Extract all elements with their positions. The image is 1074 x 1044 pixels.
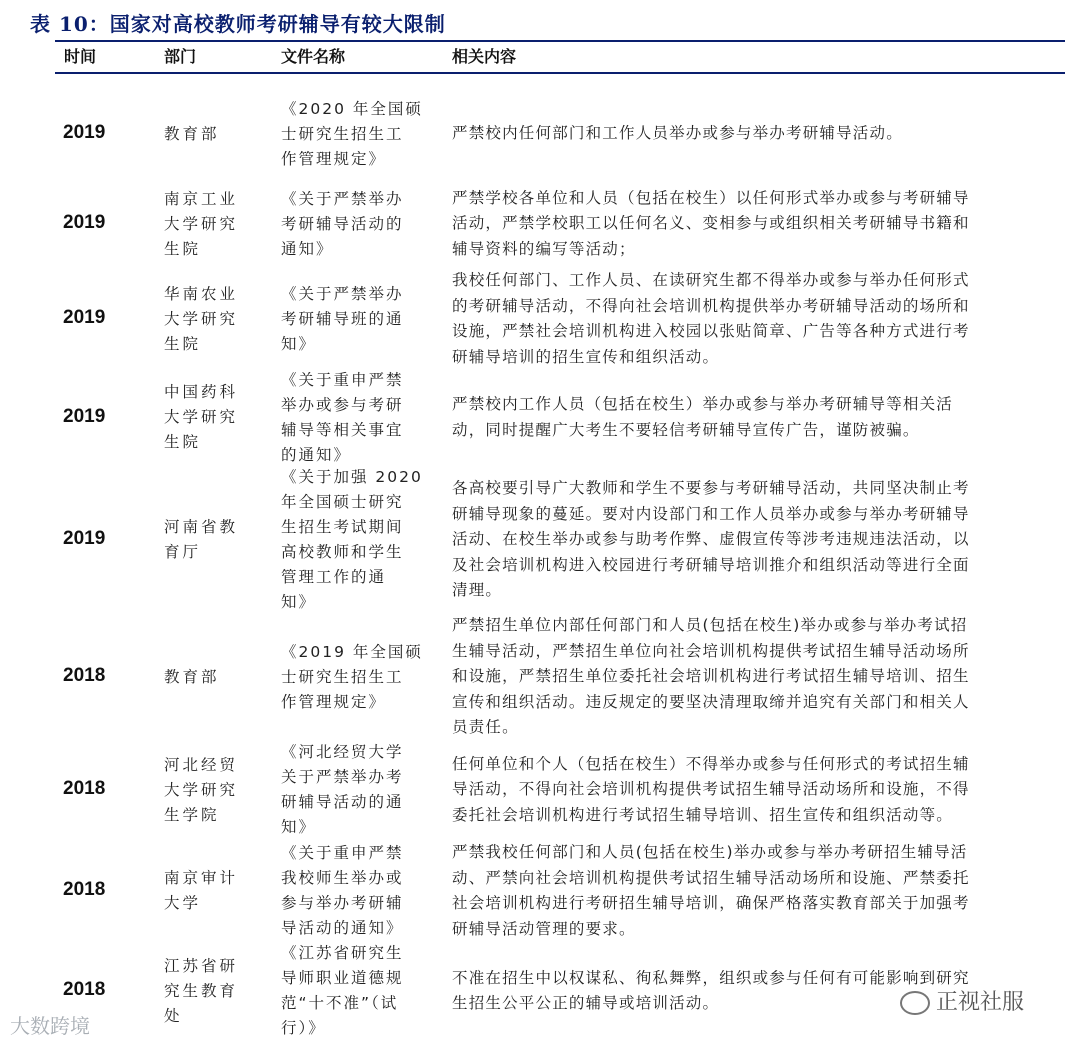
cell-doc-line: 士研究生招生工 xyxy=(281,667,404,686)
cell-dept-line: 大学研究 xyxy=(164,408,239,426)
cell-dept-line: 南京审计 xyxy=(164,869,239,887)
cell-dept-line: 江苏省研 xyxy=(164,956,239,975)
cell-doc xyxy=(281,187,431,262)
watermark-right-text: 正视社服 xyxy=(936,990,1025,1015)
cell-content-line: 员责任。 xyxy=(452,718,519,737)
cell-doc-line: 我校师生举办或 xyxy=(281,869,404,887)
cell-dept xyxy=(164,187,249,262)
cell-doc xyxy=(281,941,431,1041)
cell-content-line: 生招生公平公正的辅导或培训活动。 xyxy=(452,994,720,1012)
cell-doc-line: 研辅导活动的通 xyxy=(281,793,404,811)
cell-content-line: 严禁我校任何部门和人员(包括在校生)举办或参与举办考研招生辅导活 xyxy=(452,843,968,861)
cell-doc-line: 关于严禁举办考 xyxy=(281,768,404,786)
table-row xyxy=(0,740,1074,840)
cell-content xyxy=(452,476,1050,604)
cell-content-line: 委托社会培训机构进行考试招生辅导培训、招生宣传和组织活动等。 xyxy=(452,805,954,824)
cell-doc-line: 通知》 xyxy=(281,239,334,258)
cell-dept-line: 华南农业 xyxy=(164,284,239,303)
cell-year: 2018 xyxy=(63,778,106,799)
cell-dept xyxy=(164,665,249,690)
cell-dept-line: 处 xyxy=(164,1006,183,1025)
cell-doc-line: 知》 xyxy=(281,818,317,836)
header-doc: 文件名称 xyxy=(281,47,346,66)
cell-content-line: 研辅导培训的招生宣传和组织活动。 xyxy=(452,347,720,366)
cell-doc-line: 导师职业道德规 xyxy=(281,969,404,987)
table-row xyxy=(0,617,1074,737)
header-bottom-rule xyxy=(55,72,1065,74)
cell-content-line: 动，同时提醒广大考生不要轻信考研辅导宣传广告，谨防被骗。 xyxy=(452,420,920,439)
cell-dept-line: 生院 xyxy=(164,433,202,451)
cell-content-line: 的考研辅导活动，不得向社会培训机构提供举办考研辅导活动的场所和 xyxy=(452,296,970,315)
cell-content-line: 不准在招生中以权谋私、徇私舞弊，组织或参与任何有可能影响到研究 xyxy=(452,968,970,987)
cell-doc-line: 《关于加强 2020 xyxy=(281,468,423,486)
cell-year: 2019 xyxy=(63,122,106,143)
cell-dept xyxy=(164,122,249,147)
cell-doc-line: 参与举办考研辅 xyxy=(281,894,404,912)
cell-dept xyxy=(164,380,249,455)
cell-doc-line: 《关于重申严禁 xyxy=(281,844,404,862)
cell-doc-line: 《2019 年全国硕 xyxy=(281,642,423,661)
cell-content xyxy=(452,186,1050,263)
cell-doc-line: 年全国硕士研究 xyxy=(281,493,404,511)
cell-content-line: 生辅导活动，严禁招生单位向社会培训机构提供考试招生辅导活动场所 xyxy=(452,641,970,660)
cell-content xyxy=(452,613,1050,741)
cell-year: 2018 xyxy=(63,879,106,900)
cell-dept-line: 教育部 xyxy=(164,124,220,143)
cell-dept xyxy=(164,866,249,916)
cell-doc xyxy=(281,97,431,172)
table-row xyxy=(0,88,1074,180)
cell-year: 2018 xyxy=(63,979,106,1000)
cell-doc xyxy=(281,740,431,840)
cell-doc-line: 管理工作的通 xyxy=(281,568,387,586)
cell-dept xyxy=(164,515,249,565)
cell-year: 2019 xyxy=(63,307,106,328)
cell-dept xyxy=(164,753,249,828)
cell-content xyxy=(452,752,1050,829)
cell-doc-line: 知》 xyxy=(281,593,317,611)
table-row xyxy=(0,467,1074,613)
header-top-rule xyxy=(55,40,1065,42)
cell-doc-line: 辅导等相关事宜 xyxy=(281,420,404,439)
cell-doc-line: 考研辅导活动的 xyxy=(281,214,404,233)
cell-doc-line: 考研辅导班的通 xyxy=(281,309,404,328)
cell-doc-line: 《河北经贸大学 xyxy=(281,743,404,761)
cell-dept-line: 生学院 xyxy=(164,805,220,824)
cell-doc xyxy=(281,640,431,715)
cell-doc xyxy=(281,282,431,357)
cell-doc xyxy=(281,465,431,615)
cell-content xyxy=(452,840,1050,942)
cell-dept-line: 究生教育 xyxy=(164,981,239,1000)
cell-content-line: 研辅导活动管理的要求。 xyxy=(452,919,636,938)
cell-doc-line: 《关于重申严禁 xyxy=(281,370,404,389)
watermark-left xyxy=(10,1010,90,1039)
cell-content-line: 严禁学校各单位和人员（包括在校生）以任何形式举办或参与考研辅导 xyxy=(452,188,970,207)
table-row xyxy=(0,182,1074,266)
cell-content-line: 严禁校内任何部门和工作人员举办或参与举办考研辅导活动。 xyxy=(452,124,903,143)
cell-doc-line: 作管理规定》 xyxy=(281,692,387,711)
cell-content-line: 及社会培训机构进入校园进行考研辅导培训推介和组织活动等进行全面 xyxy=(452,555,970,574)
wechat-icon xyxy=(900,991,930,1015)
header-content: 相关内容 xyxy=(452,47,517,66)
cell-year: 2018 xyxy=(63,665,106,686)
cell-dept-line: 生院 xyxy=(164,239,202,258)
cell-content-line: 辅导资料的编写等活动； xyxy=(452,239,636,258)
cell-doc xyxy=(281,841,431,941)
cell-content-line: 活动、在校生举办或参与助考作弊、虚假宣传等涉考违规违法活动，以 xyxy=(452,530,970,549)
cell-content xyxy=(452,121,1050,147)
cell-content-line: 动、严禁向社会培训机构提供考试招生辅导活动场所和设施、严禁委托 xyxy=(452,868,970,887)
cell-content-line: 设施，严禁社会培训机构进入校园以张贴简章、广告等各种方式进行考 xyxy=(452,322,970,340)
cell-content-line: 研辅导现象的蔓延。要对内设部门和工作人员举办或参与举办考研辅导 xyxy=(452,504,970,523)
cell-dept-line: 大学研究 xyxy=(164,309,239,328)
table-row xyxy=(0,370,1074,465)
cell-doc xyxy=(281,368,431,468)
cell-dept-line: 生院 xyxy=(164,334,202,353)
cell-doc-line: 生招生考试期间 xyxy=(281,518,404,536)
cell-dept-line: 大学 xyxy=(164,894,202,912)
cell-content xyxy=(452,392,1050,443)
cell-dept xyxy=(164,954,249,1029)
cell-content-line: 和设施，严禁招生单位委托社会培训机构进行考试招生辅导培训、招生 xyxy=(452,667,970,686)
cell-doc-line: 知》 xyxy=(281,334,317,353)
cell-dept-line: 大学研究 xyxy=(164,780,239,799)
watermark-left-text: 大数跨境 xyxy=(10,1014,90,1038)
cell-doc-line: 士研究生招生工 xyxy=(281,124,404,143)
table-row xyxy=(0,270,1074,368)
cell-doc-line: 举办或参与考研 xyxy=(281,395,404,414)
header-time: 时间 xyxy=(64,47,97,66)
header-dept: 部门 xyxy=(164,47,197,66)
cell-content-line: 宣传和组织活动。违反规定的要坚决清理取缔并追究有关部门和相关人 xyxy=(452,692,970,711)
table-row xyxy=(0,842,1074,940)
cell-dept-line: 育厅 xyxy=(164,543,202,561)
cell-year: 2019 xyxy=(63,528,106,549)
cell-year: 2019 xyxy=(63,405,106,427)
cell-content-line: 清理。 xyxy=(452,581,503,600)
cell-doc-line: 《关于严禁举办 xyxy=(281,284,404,303)
cell-content-line: 任何单位和个人（包括在校生）不得举办或参与任何形式的考试招生辅 xyxy=(452,754,970,773)
cell-doc-line: 《2020 年全国硕 xyxy=(281,99,423,118)
cell-dept-line: 大学研究 xyxy=(164,214,239,233)
cell-dept-line: 河北经贸 xyxy=(164,755,239,774)
cell-dept-line: 中国药科 xyxy=(164,383,239,401)
cell-doc-line: 导活动的通知》 xyxy=(281,919,404,937)
cell-doc-line: 的通知》 xyxy=(281,445,352,464)
cell-content xyxy=(452,268,1050,370)
cell-doc-line: 《江苏省研究生 xyxy=(281,944,404,962)
cell-doc-line: 高校教师和学生 xyxy=(281,543,404,561)
cell-dept-line: 教育部 xyxy=(164,667,220,686)
cell-dept-line: 河南省教 xyxy=(164,518,239,536)
table-title: 表 10：国家对高校教师考研辅导有较大限制 xyxy=(30,12,446,36)
cell-doc-line: 《关于严禁举办 xyxy=(281,189,404,208)
cell-doc-line: 行）》 xyxy=(281,1019,326,1037)
watermark-right xyxy=(900,985,1024,1016)
cell-content-line: 各高校要引导广大教师和学生不要参与考研辅导活动，共同坚决制止考 xyxy=(452,479,970,498)
cell-doc-line: 范“十不准”（试 xyxy=(281,994,399,1012)
cell-content-line: 活动，严禁学校职工以任何名义、变相参与或组织相关考研辅导书籍和 xyxy=(452,214,970,233)
cell-year: 2019 xyxy=(63,212,106,233)
cell-content-line: 严禁招生单位内部任何部门和人员(包括在校生)举办或参与举办考试招 xyxy=(452,616,968,635)
cell-dept xyxy=(164,282,249,357)
cell-dept-line: 南京工业 xyxy=(164,189,239,208)
cell-content-line: 我校任何部门、工作人员、在读研究生都不得举办或参与举办任何形式 xyxy=(452,271,970,289)
cell-doc-line: 作管理规定》 xyxy=(281,149,387,168)
cell-content-line: 导活动，不得向社会培训机构提供考试招生辅导活动场所和设施，不得 xyxy=(452,780,970,799)
cell-content-line: 社会培训机构进行考研招生辅导培训，确保严格落实教育部关于加强考 xyxy=(452,894,970,912)
cell-content-line: 严禁校内工作人员（包括在校生）举办或参与举办考研辅导等相关活 xyxy=(452,395,954,413)
